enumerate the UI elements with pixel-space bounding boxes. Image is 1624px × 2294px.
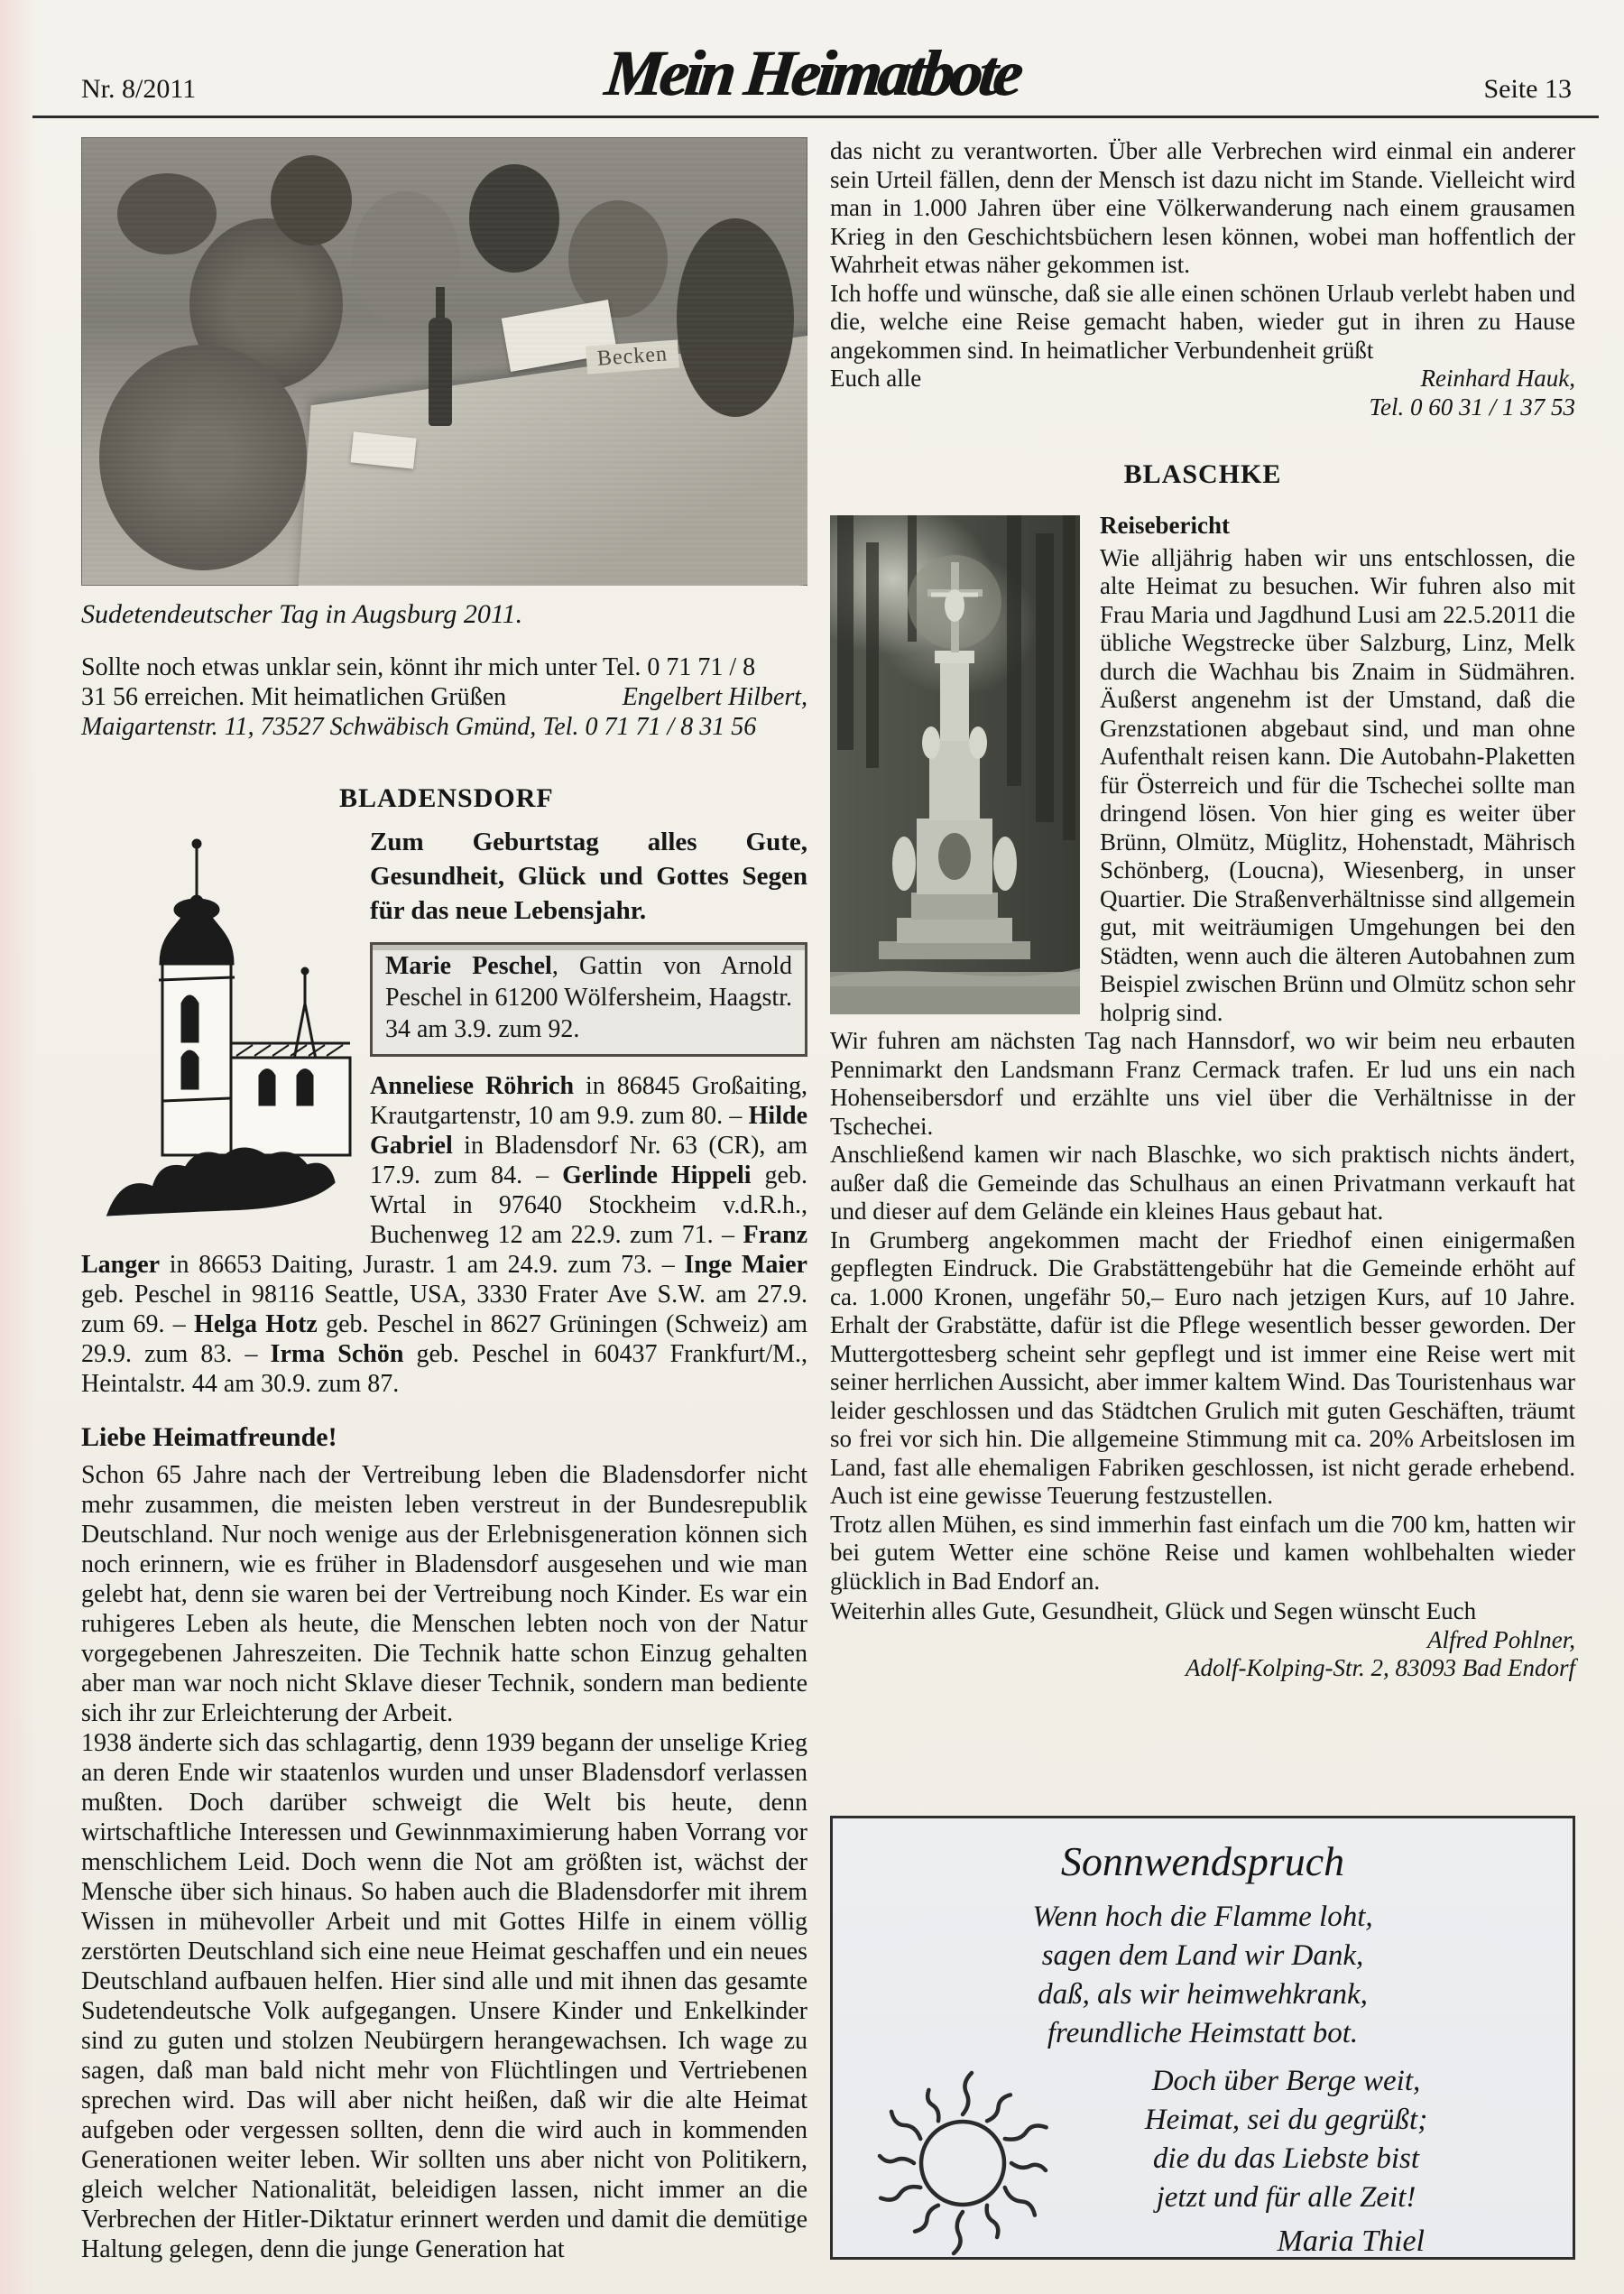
signature-pohlner-name: Alfred Pohlner,	[1427, 1625, 1575, 1653]
crowd-photo	[81, 137, 807, 586]
farewell-tail: Euch alle	[830, 365, 922, 392]
birthday-details: geb. Peschel in 98116 Seattle, USA, 3330 Frater Ave S.W. am 27.9. zum 69. –	[81, 1281, 807, 1338]
sun-illustration	[872, 2062, 1084, 2256]
blaschke-heading: BLASCHKE	[1123, 459, 1282, 489]
contact-line2	[81, 682, 807, 712]
heimatfreunde-heading: Liebe Heimatfreunde!	[81, 1422, 337, 1452]
reisebericht-paragraph-4: In Grumberg angekommen macht der Friedhof einen einigermaßen gepflegten Eindruck. Die Grabstättengebühr hat die Gemeinde erhöht auf ca. 1.000 Kronen, ungefähr 50,– Euro nach jetzigen Kurs, auf 10 Jahre. Erhalt der Grabstätte, dafür ist die Pflege wesentlich besser geworden. Der Muttergottesberg scheint sehr gepflegt und ist immer eine Reise wert mit seiner herrlichen Aussicht, aber immer kaltem Wind. Das Touristenhaus war leider geschlossen und das Städtchen Grulich mit guten Geschäften, träumt so frei vor sich hin. Die allgemeine Stimmung mit ca. 20% Arbeitslosen im Land, fast alle ehemaligen Fabriken geschlossen, ist nicht gerade erhebend. Auch ist eine gewisse Teuerung festzustellen.	[830, 1226, 1575, 1509]
photo-caption: Sudetendeutscher Tag in Augsburg 2011.	[81, 599, 523, 629]
birthday-details: geb. Peschel in 60437 Frankfurt/M., Heintalstr. 44 am 30.9. zum 87.	[81, 1340, 807, 1398]
scan-edge-tint	[0, 0, 36, 2294]
pohlner-signature-block	[830, 1597, 1575, 1683]
contact-line2-text: 31 56 erreichen. Mit heimatlichen Grüßen	[81, 683, 507, 711]
poem-author: Maria Thiel	[1277, 2225, 1425, 2258]
poem-line: daß, als wir heimwehkrank,	[1038, 1978, 1368, 2011]
photo-grain	[81, 137, 807, 586]
masthead-logo: Mein Heimatbote	[601, 37, 1023, 109]
poem-line: Heimat, sei du gegrüßt;	[1144, 2104, 1428, 2136]
poem-line: die du das Liebste bist	[1152, 2142, 1420, 2175]
section-bladensdorf	[81, 783, 807, 1399]
reisebericht-paragraph-3: Anschließend kamen wir nach Blaschke, wo sich praktisch nichts ändert, außer daß die Gemeinde das Schulhaus an einen Privatmann verkauft hat und dieser auf dem Gelände ein kleines Haus gebaut hat.	[830, 1141, 1575, 1225]
birthday-name: Helga Hotz	[194, 1310, 318, 1338]
reisebericht-paragraph-1: Wie alljährig haben wir uns entschlossen, die alte Heimat zu besuchen. Wir fuhren also mit Frau Maria und Jagdhund Lusi am 22.5.2011 die übliche Wegstrecke über Salzburg, Linz, Melk durch die Wachhau bis Znaim in Südmähren. Äußerst angenehm ist der Umstand, daß die Grenzstationen abgebaut sind, und man ohne Aufenthalt reisen kann. Die Autobahn-Plaketten für Österreich und für die Tschechei sollte man dringend lösen. Von hier ging es weiter über Brünn, Olmütz, Müglitz, Hohenstadt, Mährisch Schönberg, (Loucna), Wiesenberg, in unser Quartier. Die Straßenverhältnisse sind allgemein gut, mit weiträumigen Umgehungen bei den Städten, wenn auch die älteren Autobahnen zum Beispiel zwischen Brünn und Olmütz schon sehr holprig sind.	[1100, 543, 1575, 1026]
birthday-name: Anneliese Röhrich	[370, 1072, 575, 1100]
birthday-name: Inge Maier	[684, 1251, 807, 1279]
header-divider	[32, 116, 1599, 118]
reisebericht-closing: Weiterhin alles Gute, Gesundheit, Glück und Segen wünscht Euch	[830, 1597, 1477, 1624]
birthday-intro: Zum Geburtstag alles Gute, Gesundheit, Glück und Gottes Segen für das neue Lebensjahr.	[370, 828, 807, 925]
signature-hauk-phone: Tel. 0 60 31 / 1 37 53	[1369, 393, 1575, 421]
contact-paragraph	[81, 652, 807, 742]
reisebericht-heading: Reisebericht	[1100, 512, 1230, 539]
contact-line1: Sollte noch etwas unklar sein, könnt ihr mich unter Tel. 0 71 71 / 8	[81, 653, 756, 681]
monument-photo	[830, 515, 1080, 1014]
heimatfreunde-paragraph-1: Schon 65 Jahre nach der Vertreibung leben die Bladensdorfer nicht mehr zusammen, die meisten leben verstreut in der Bundesrepublik Deutschland. Nur noch wenige aus der Erlebnisgeneration können sich noch erinnern, wie es früher in Bladensdorf ausgesehen und wie man gelebt hat, denn sie waren bei der Vertreibung noch Kinder. Es war ein ruhigeres Leben als heute, die Menschen lebten noch von der Natur vorgegebenen Jahreszeiten. Die Technik hatte schon Einzug gehalten aber man war noch nicht Sklave dieser Technik, sondern man bediente sich ihr zur Erleichterung der Arbeit.	[81, 1461, 807, 1727]
poem-line: Wenn hoch die Flamme loht,	[1032, 1901, 1373, 1933]
birthday-name: Gerlinde Hippeli	[562, 1161, 752, 1189]
birthday-highlight-text	[385, 950, 792, 1045]
birthday-details: in Bladensdorf Nr. 63 (CR), am 17.9. zum 84. –	[370, 1132, 807, 1189]
poem-stanza-2	[1084, 2062, 1542, 2259]
continuation-paragraph: das nicht zu verantworten. Über alle Verbrechen wird einmal ein anderer sein Urteil fällen, denn der Mensch ist dazu nicht im Stande. Vielleicht wird man in 1.000 Jahren über eine Völkerwanderung nach einem grausamen Krieg in den Geschichtsbüchern lesen können, wobei man hoffentlich der Wahrheit etwas näher gekommen ist.	[830, 137, 1575, 278]
poem-line: jetzt und für alle Zeit!	[1156, 2181, 1416, 2214]
church-illustration	[81, 830, 352, 1227]
birthday-name: Hilde Gabriel	[370, 1102, 807, 1160]
poem-line: sagen dem Land wir Dank,	[1041, 1939, 1364, 1972]
page-number: Seite 13	[1483, 74, 1572, 104]
poem-line: Doch über Berge weit,	[1151, 2065, 1421, 2097]
reisebericht-paragraph-2: Wir fuhren am nächsten Tag nach Hannsdorf, wo wir beim neu erbauten Pennimarkt den Landsmann Franz Cermack trafen. Er lud uns ein nach Hohenseibersdorf und erzählte uns viel über die Verhältnisse in der Tschechei.	[830, 1027, 1575, 1140]
right-column	[830, 137, 1575, 1683]
birthday-details: geb. Wrtal in 97640 Stockheim v.d.R.h., Buchenweg 12 am 22.9. zum 71. –	[370, 1161, 807, 1249]
birthday-details: geb. Peschel in 8627 Grüningen (Schweiz) am 29.9. zum 83. –	[81, 1310, 807, 1368]
birthday-name: Marie Peschel	[385, 952, 552, 980]
farewell-signature-line	[830, 365, 1575, 393]
heimatfreunde-paragraph-2: 1938 änderte sich das schlagartig, denn 1939 begann der unselige Krieg an deren Ende wir staatenlos wurden und unser Bladensdorf verlassen mußten. Doch darüber schweigt die Welt bis heute, denn wirtschaftliche Interessen und Gewinnmaximierung haben Vorrang vor menschlichem Leid. Doch wenn die Not am größten ist, wächst der Mensche über sich hinaus. So haben auch die Bladensdorfer mit ihrem Wissen in mühevoller Arbeit und mit Gottes Hilfe in einem völlig zerstörten Deutschland sich eine neue Heimat geschaffen und ein neues Deutschland aufbauen helfen. Hier sind alle und mit ihnen das gesamte Sudetendeutsche Volk aufgegangen. Unsere Kinder und Enkelkinder sind zu guten und stolzen Neubürgern herangewachsen. Ich wage zu sagen, daß man bald nicht mehr von Flüchtlingen und Vertriebenen sprechen wird. Das will aber nicht heißen, daß wir die alte Heimat aufgeben oder vergessen sollten, denn die wird auch in kommenden Generationen weiter leben. Wir sollten uns aber nicht von Politikern, gleich welcher Nationalität, beleidigen lassen, nicht immer an die Verbrechen der Hitler-Diktatur erinnert werden und damit die demütige Haltung gelegen, denn die junge Generation hat	[81, 1729, 807, 2263]
poem-title: Sonnwendspruch	[1060, 1838, 1345, 1884]
sonnwendspruch-box	[830, 1816, 1575, 2260]
birthday-details: , Gattin von Arnold Peschel in 61200 Wölfersheim, Haagstr. 34 am 3.9. zum 92.	[385, 952, 793, 1043]
signature-hauk-name: Reinhard Hauk,	[1420, 365, 1575, 392]
contact-signature-address: Maigartenstr. 11, 73527 Schwäbisch Gmünd, Tel. 0 71 71 / 8 31 56	[81, 713, 757, 741]
poem-line: freundliche Heimstatt bot.	[1047, 2017, 1359, 2049]
birthday-details: in 86653 Daiting, Jurastr. 1 am 24.9. zum 73. –	[160, 1251, 685, 1279]
issue-number: Nr. 8/2011	[81, 74, 197, 104]
reisebericht-paragraph-5: Trotz allen Mühen, es sind immerhin fast einfach um die 700 km, hatten wir bei gutem Wetter eine schöne Reise und kamen wohlbehalten wieder glücklich in Bad Endorf an.	[830, 1510, 1575, 1595]
bladensdorf-heading: BLADENSDORF	[339, 783, 554, 813]
birthday-name: Irma Schön	[270, 1340, 404, 1368]
poem-bottom-row	[863, 2062, 1542, 2259]
birthday-name: Franz Langer	[81, 1221, 807, 1279]
contact-signature-name: Engelbert Hilbert,	[622, 683, 807, 711]
photo-sign-text: Becken	[586, 339, 679, 374]
left-column	[81, 137, 807, 2264]
farewell-paragraph: Ich hoffe und wünsche, daß sie alle einen schönen Urlaub verlebt haben und die, welche eine Reise gemacht haben, wieder gut in ihren zu Hause angekommen sind. In heimatlicher Verbundenheit grüßt	[830, 279, 1575, 364]
signature-pohlner-address: Adolf-Kolping-Str. 2, 83093 Bad Endorf	[1186, 1654, 1575, 1681]
birthday-highlight-box	[370, 942, 807, 1057]
birthday-details: in 86845 Großaiting, Krautgartenstr, 10 am 9.9. zum 80. –	[370, 1072, 807, 1130]
